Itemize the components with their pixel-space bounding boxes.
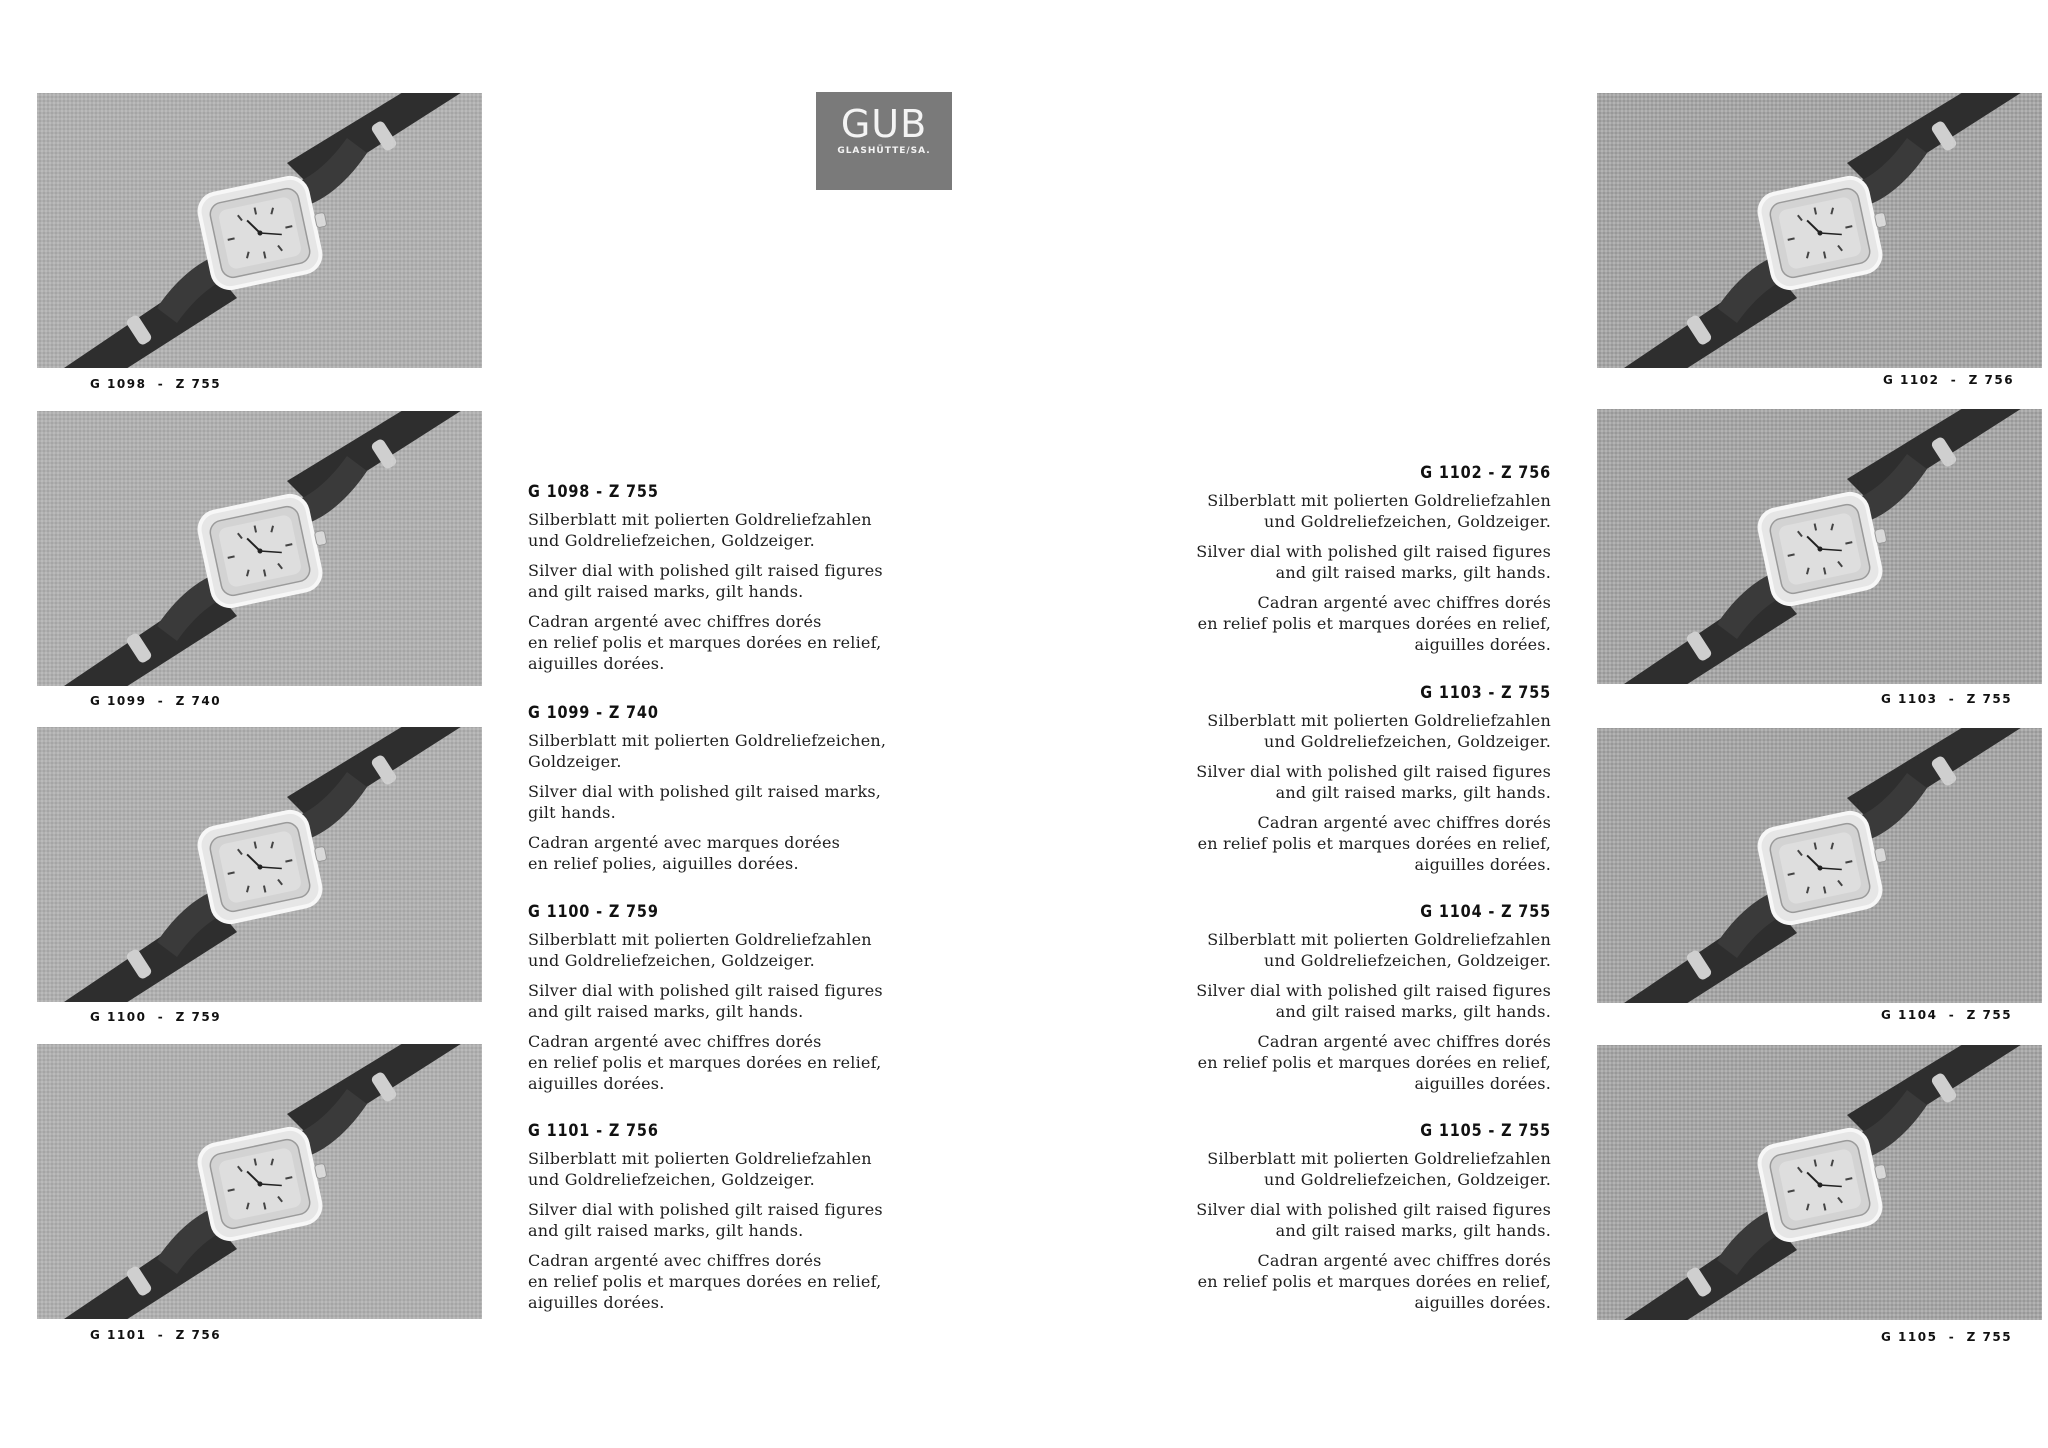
- description-french: Cadran argenté avec marques dorées en relief polies, aiguilles dorées.: [528, 833, 841, 873]
- description-g1105: [1181, 1121, 1551, 1322]
- description-g1102: [1181, 463, 1551, 664]
- description-french: Cadran argenté avec chiffres dorés en relief polis et marques dorées en relief, aiguilles dorées.: [1197, 593, 1551, 654]
- description-german: Silberblatt mit polierten Goldreliefzahlen und Goldreliefzeichen, Goldzeiger.: [1207, 930, 1551, 970]
- description-g1101: [528, 1121, 898, 1322]
- description-g1104: [1181, 902, 1551, 1103]
- model-title: G 1103 - Z 755: [1420, 683, 1551, 703]
- model-title: G 1104 - Z 755: [1420, 902, 1551, 922]
- description-english: Silver dial with polished gilt raised figures and gilt raised marks, gilt hands.: [1196, 981, 1551, 1021]
- photo-caption: G 1102 - Z 756: [1883, 373, 2015, 387]
- model-title: G 1105 - Z 755: [1420, 1121, 1551, 1141]
- description-g1099: [528, 703, 898, 883]
- watch-photo-g1098: [37, 93, 482, 368]
- description-english: Silver dial with polished gilt raised figures and gilt raised marks, gilt hands.: [1196, 762, 1551, 802]
- logo-mark: GUB: [840, 102, 928, 146]
- model-title: G 1099 - Z 740: [528, 703, 659, 723]
- watch-photo-g1101: [37, 1044, 482, 1319]
- description-french: Cadran argenté avec chiffres dorés en relief polis et marques dorées en relief, aiguilles dorées.: [528, 612, 882, 673]
- watch-photo-g1103: [1597, 409, 2042, 684]
- description-german: Silberblatt mit polierten Goldreliefzahlen und Goldreliefzeichen, Goldzeiger.: [1207, 1149, 1551, 1189]
- model-title: G 1102 - Z 756: [1420, 463, 1551, 483]
- description-english: Silver dial with polished gilt raised figures and gilt raised marks, gilt hands.: [1196, 542, 1551, 582]
- model-title: G 1101 - Z 756: [528, 1121, 659, 1141]
- gub-glashuette-logo: [816, 92, 952, 190]
- photo-caption: G 1098 - Z 755: [90, 377, 222, 391]
- description-german: Silberblatt mit polierten Goldreliefzahlen und Goldreliefzeichen, Goldzeiger.: [528, 510, 872, 550]
- watch-photo-g1099: [37, 411, 482, 686]
- description-english: Silver dial with polished gilt raised marks, gilt hands.: [528, 782, 882, 822]
- photo-caption: G 1099 - Z 740: [90, 694, 222, 708]
- description-g1103: [1181, 683, 1551, 884]
- description-english: Silver dial with polished gilt raised figures and gilt raised marks, gilt hands.: [1196, 1200, 1551, 1240]
- description-english: Silver dial with polished gilt raised figures and gilt raised marks, gilt hands.: [528, 981, 883, 1021]
- description-french: Cadran argenté avec chiffres dorés en relief polis et marques dorées en relief, aiguilles dorées.: [1197, 1251, 1551, 1312]
- photo-caption: G 1104 - Z 755: [1881, 1008, 2013, 1022]
- description-french: Cadran argenté avec chiffres dorés en relief polis et marques dorées en relief, aiguilles dorées.: [1197, 813, 1551, 874]
- description-german: Silberblatt mit polierten Goldreliefzahlen und Goldreliefzeichen, Goldzeiger.: [528, 1149, 872, 1189]
- description-german: Silberblatt mit polierten Goldreliefzahlen und Goldreliefzeichen, Goldzeiger.: [1207, 491, 1551, 531]
- model-title: G 1098 - Z 755: [528, 482, 659, 502]
- photo-caption: G 1101 - Z 756: [90, 1328, 222, 1342]
- watch-photo-g1102: [1597, 93, 2042, 368]
- watch-photo-g1100: [37, 727, 482, 1002]
- description-german: Silberblatt mit polierten Goldreliefzeichen, Goldzeiger.: [528, 731, 887, 771]
- description-french: Cadran argenté avec chiffres dorés en relief polis et marques dorées en relief, aiguilles dorées.: [528, 1032, 882, 1093]
- description-french: Cadran argenté avec chiffres dorés en relief polis et marques dorées en relief, aiguilles dorées.: [1197, 1032, 1551, 1093]
- description-german: Silberblatt mit polierten Goldreliefzahlen und Goldreliefzeichen, Goldzeiger.: [528, 930, 872, 970]
- description-g1100: [528, 902, 898, 1103]
- model-title: G 1100 - Z 759: [528, 902, 659, 922]
- description-german: Silberblatt mit polierten Goldreliefzahlen und Goldreliefzeichen, Goldzeiger.: [1207, 711, 1551, 751]
- photo-caption: G 1105 - Z 755: [1881, 1330, 2013, 1344]
- description-french: Cadran argenté avec chiffres dorés en relief polis et marques dorées en relief, aiguilles dorées.: [528, 1251, 882, 1312]
- photo-caption: G 1100 - Z 759: [90, 1010, 222, 1024]
- description-g1098: [528, 482, 898, 683]
- photo-caption: G 1103 - Z 755: [1881, 692, 2013, 706]
- description-english: Silver dial with polished gilt raised figures and gilt raised marks, gilt hands.: [528, 1200, 883, 1240]
- watch-photo-g1105: [1597, 1045, 2042, 1320]
- description-english: Silver dial with polished gilt raised figures and gilt raised marks, gilt hands.: [528, 561, 883, 601]
- logo-subtitle: GLASHÜTTE/SA.: [837, 146, 931, 156]
- watch-photo-g1104: [1597, 728, 2042, 1003]
